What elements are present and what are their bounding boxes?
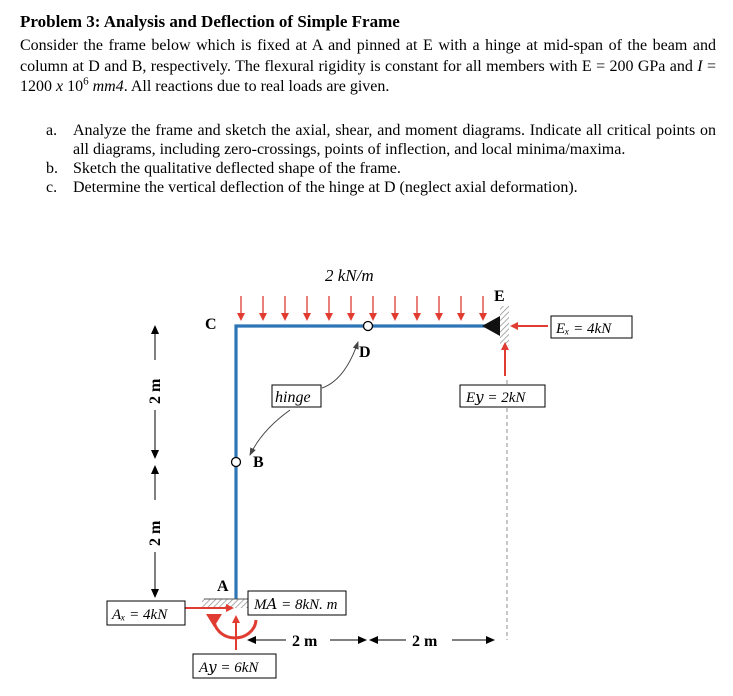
intro-times: x bbox=[56, 78, 64, 95]
hinge-b bbox=[232, 458, 241, 467]
intro-end: . All reactions due to real loads are given. bbox=[123, 78, 390, 95]
node-label-b: B bbox=[253, 454, 264, 471]
question-text: Determine the vertical deflection of the hinge at D (neglect axial deformation). bbox=[73, 179, 578, 196]
dimension-h1-label: 2 m bbox=[292, 633, 318, 650]
question-label: b. bbox=[46, 160, 58, 177]
node-label-e: E bbox=[494, 288, 505, 305]
hinge-callout-label: hinge bbox=[275, 389, 311, 406]
question-label: c. bbox=[46, 179, 58, 196]
intro-exponent: 6 bbox=[83, 75, 89, 88]
dimension-h2-label: 2 m bbox=[412, 633, 438, 650]
problem-title: Problem 3: Analysis and Deflection of Simple Frame bbox=[20, 12, 400, 31]
reaction-ax-label: Aₓ = 4kN bbox=[112, 607, 168, 623]
reaction-ey-label: E𝑦 = 2kN bbox=[466, 390, 526, 406]
pin-support-e bbox=[482, 306, 509, 346]
reaction-ay-label: A𝑦 = 6kN bbox=[199, 660, 259, 676]
intro-unit: mm4 bbox=[88, 78, 124, 95]
reaction-ma-arrow bbox=[214, 618, 256, 638]
node-label-a: A bbox=[217, 578, 229, 595]
intro-text: Consider the frame below which is fixed at A and pinned at E with a hinge at mid-span of the beam and column at D and B, respectively. The flexural rigidity is constant for all members with E = 200 GPa and bbox=[20, 37, 716, 75]
intro-ten: 10 bbox=[63, 78, 84, 95]
reaction-ma-head bbox=[206, 614, 222, 627]
dimension-v1-label: 2 m bbox=[147, 378, 164, 404]
node-label-c: C bbox=[205, 316, 217, 333]
question-text: Sketch the qualitative deflected shape of the frame. bbox=[73, 160, 401, 177]
intro-symbol-I: I bbox=[697, 57, 703, 75]
dimension-v2-label: 2 m bbox=[147, 520, 164, 546]
reaction-ma-label: M𝐴 = 8kN. m bbox=[254, 597, 338, 613]
question-text: Analyze the frame and sketch the axial, shear, and moment diagrams. Indicate all critical points on all diagrams, including zero-crossings, points of inflection, and local minima/maxima. bbox=[73, 122, 716, 158]
hinge-callout-arrow-d bbox=[322, 342, 358, 388]
question-label: a. bbox=[46, 122, 58, 139]
hinge-callout-arrow-b bbox=[250, 410, 290, 455]
hinge-d bbox=[364, 322, 373, 331]
reaction-ex-label: Eₓ = 4kN bbox=[556, 321, 612, 337]
node-label-d: D bbox=[359, 344, 371, 361]
frame-members bbox=[236, 326, 498, 599]
distributed-load bbox=[241, 296, 483, 319]
load-label: 2 kN/m bbox=[325, 266, 374, 285]
intro-eq: = 1200 bbox=[20, 57, 716, 95]
